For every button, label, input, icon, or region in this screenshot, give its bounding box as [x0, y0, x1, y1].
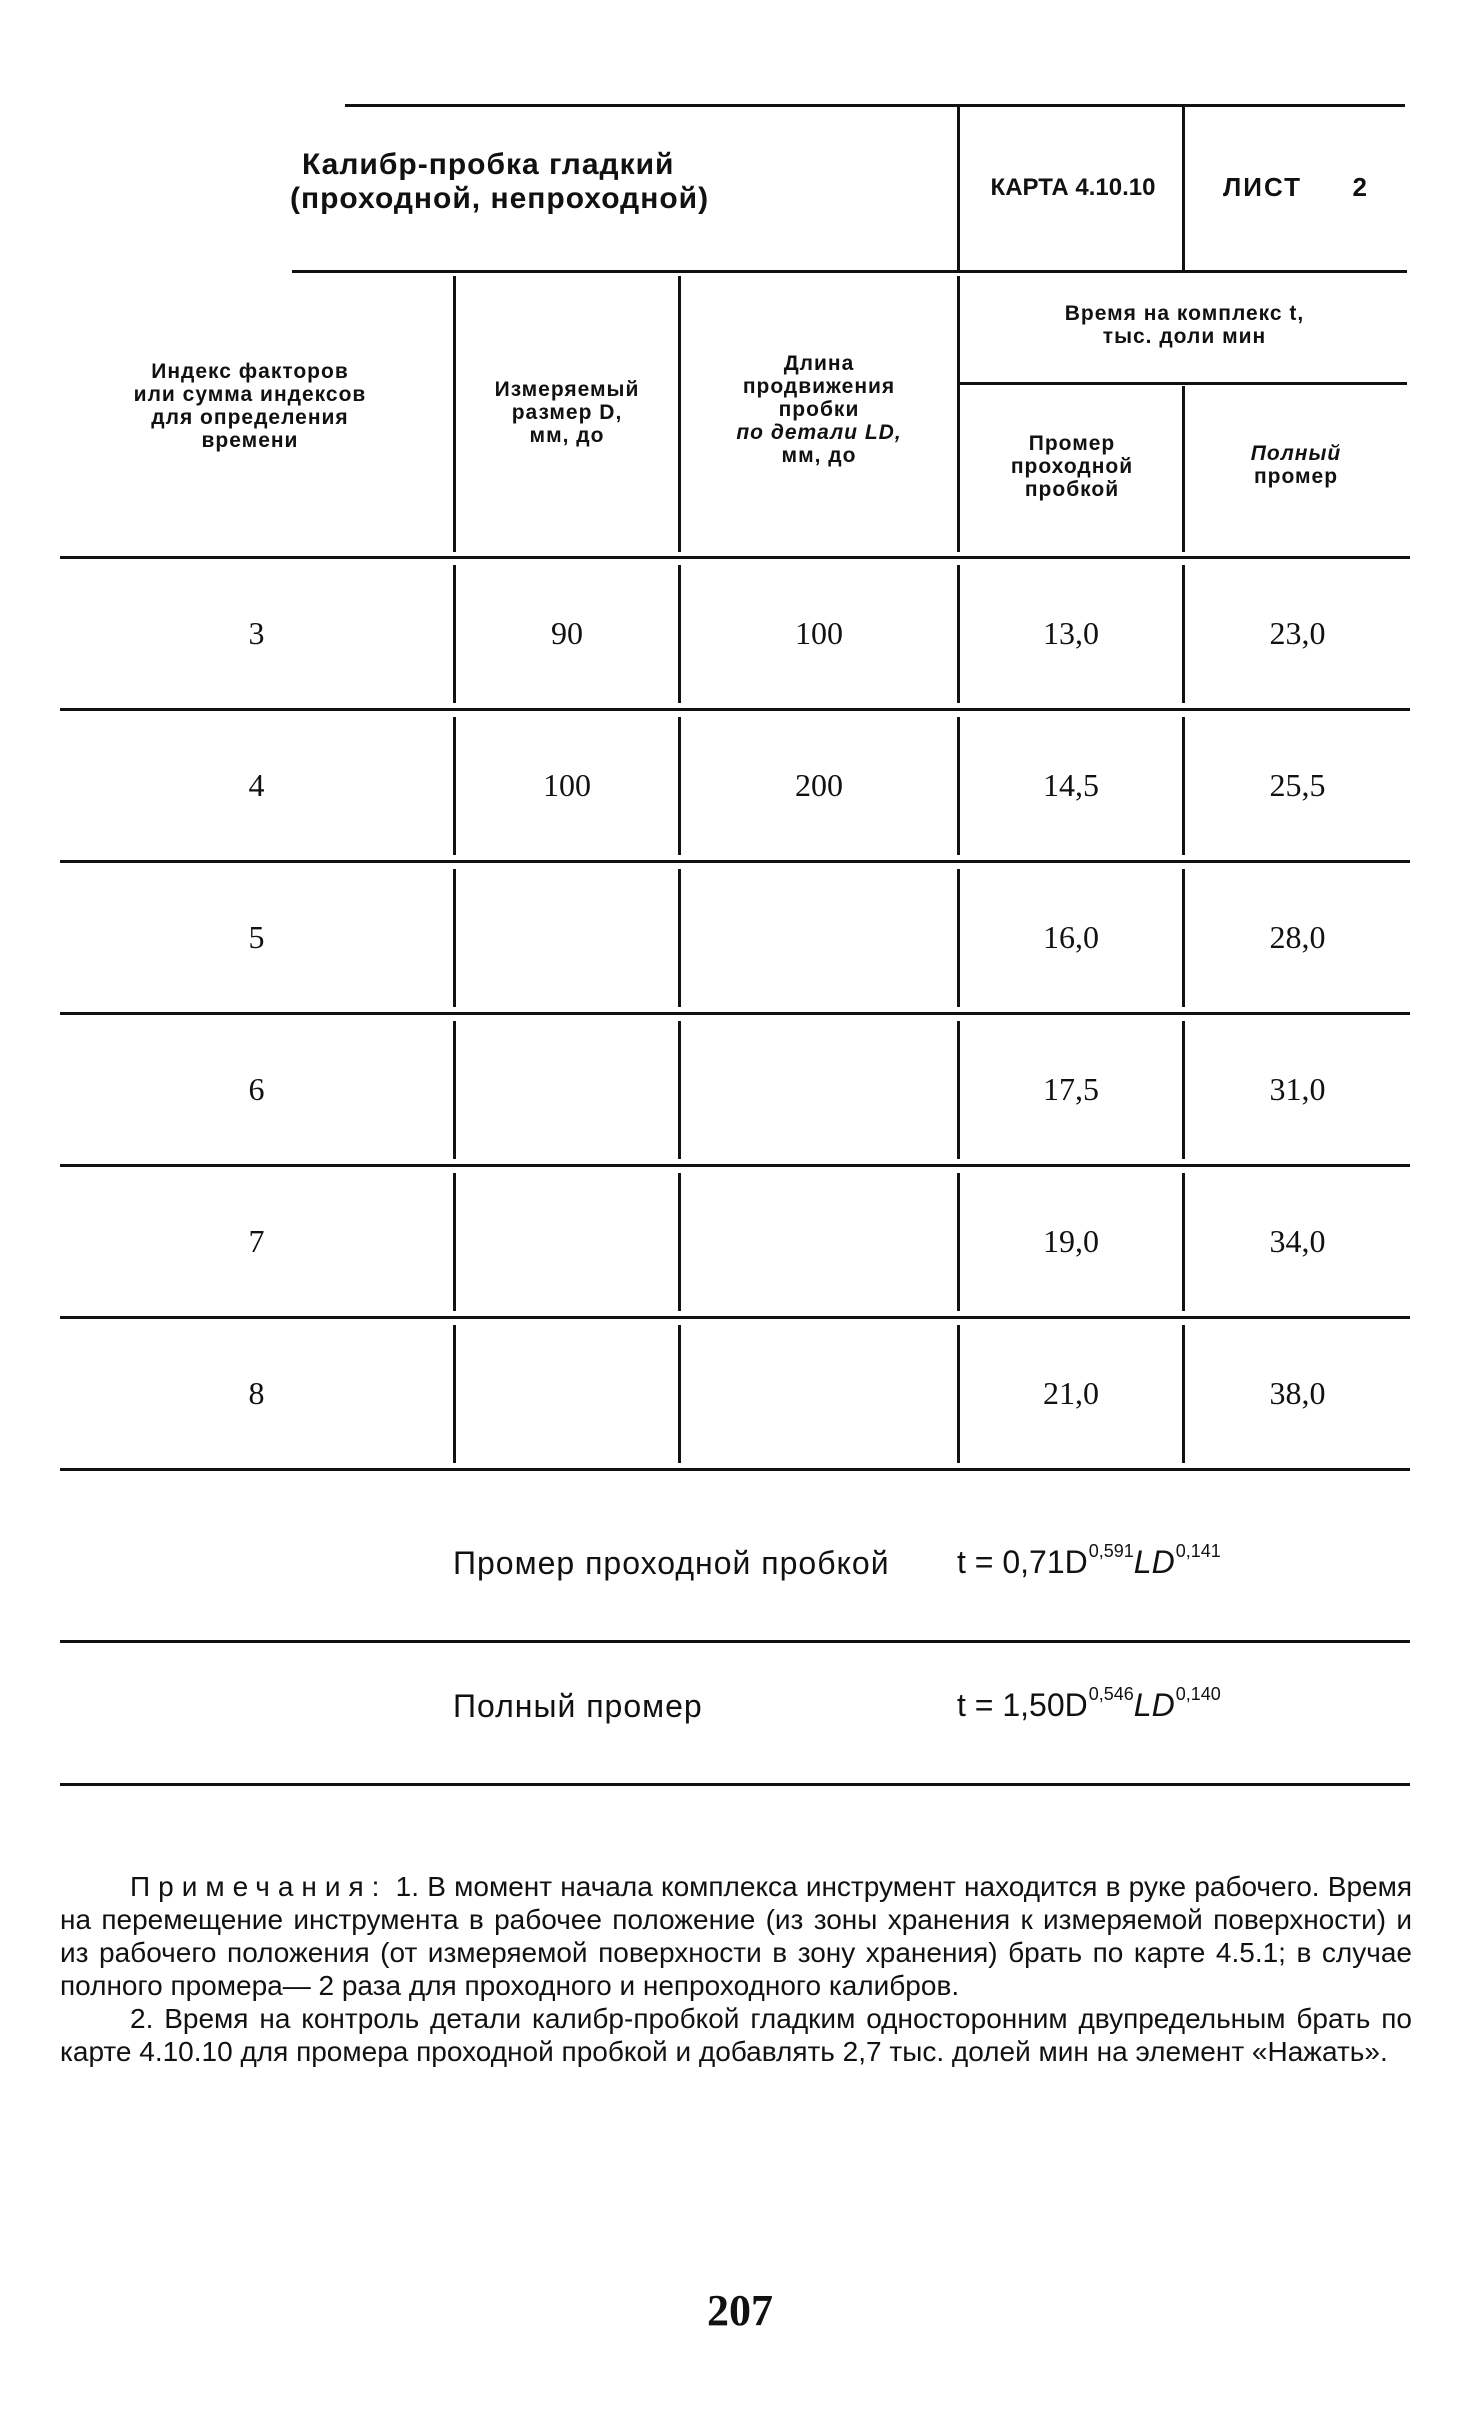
formula-full [957, 1684, 1221, 1724]
cell-pass: 17,5 [1043, 1071, 1099, 1107]
cell-index: 5 [248, 919, 265, 955]
notes-heading: Примечания: [130, 1871, 388, 1902]
row-divider [453, 1173, 456, 1311]
formula-pass [957, 1541, 1221, 1581]
cell-index: 3 [248, 615, 265, 651]
cell-length: 100 [795, 615, 843, 651]
col-index-header-line: времени [201, 429, 299, 452]
col-length-header-line: продвижения [742, 375, 896, 398]
row-divider [957, 1173, 960, 1311]
cell-full: 25,5 [1269, 767, 1326, 803]
cell-index: 4 [248, 767, 265, 803]
formula-label-full: Полный промер [453, 1688, 703, 1724]
col-full-header [1186, 442, 1406, 488]
cell-pass: 13,0 [1043, 615, 1099, 651]
row-divider [957, 717, 960, 855]
col-length-header-line: Длина [783, 352, 855, 375]
cell-length: 200 [795, 767, 843, 803]
thead-divider-1 [453, 276, 456, 552]
col-size-header-line: размер D, [511, 401, 623, 424]
cell-index: 8 [248, 1375, 265, 1411]
row-divider [957, 1325, 960, 1463]
row-divider [678, 1173, 681, 1311]
note-1 [60, 1870, 1412, 2002]
formula-pass-exp2: 0,141 [1175, 1541, 1221, 1561]
thead-divider-4 [1182, 386, 1185, 552]
row-divider [678, 1021, 681, 1159]
col-index-header-line: или сумма индексов [133, 383, 367, 406]
col-length-header-line: по детали LD, [736, 421, 902, 444]
col-pass-header [962, 432, 1182, 501]
row-divider [1182, 565, 1185, 703]
cell-size: 90 [551, 615, 583, 651]
cell-pass: 14,5 [1043, 767, 1099, 803]
sheet-number: 2 [1352, 172, 1369, 202]
formula-full-exp1: 0,546 [1088, 1684, 1134, 1704]
col-index-header-line: для определения [151, 406, 349, 429]
time-group-rule [960, 382, 1407, 385]
cell-size [456, 1015, 678, 1164]
cell-index: 6 [248, 1071, 265, 1107]
col-full-header-line: Полный [1250, 442, 1342, 465]
row-divider [1182, 1325, 1185, 1463]
page-number: 207 [707, 2286, 773, 2335]
formula-rule-2 [60, 1783, 1410, 1786]
formula-pass-lhs: t = 0,71D [957, 1544, 1088, 1580]
thead-divider-3 [957, 276, 960, 552]
col-size-header [458, 378, 676, 447]
col-index-header [60, 360, 440, 452]
cell-length [681, 1015, 957, 1164]
row-divider [1182, 869, 1185, 1007]
sheet-label-group [1186, 172, 1406, 203]
time-group-header [962, 302, 1407, 348]
col-pass-header-line: пробкой [1024, 478, 1120, 501]
col-pass-header-line: проходной [1010, 455, 1134, 478]
card-title [290, 148, 750, 216]
cell-length [681, 863, 957, 1012]
formula-label-pass: Промер проходной пробкой [453, 1545, 890, 1581]
row-divider [678, 869, 681, 1007]
cell-pass: 21,0 [1043, 1375, 1099, 1411]
cell-size [456, 1167, 678, 1316]
cell-full: 38,0 [1269, 1375, 1326, 1411]
col-size-header-line: мм, до [529, 424, 605, 447]
formula-pass-exp1: 0,591 [1088, 1541, 1134, 1561]
col-full-header-line: промер [1253, 465, 1339, 488]
row-divider [1182, 717, 1185, 855]
row-divider [957, 1021, 960, 1159]
cell-pass: 19,0 [1043, 1223, 1099, 1259]
row-divider [453, 869, 456, 1007]
col-length-header-line: пробки [778, 398, 860, 421]
cell-full: 34,0 [1269, 1223, 1326, 1259]
formula-rule-1 [60, 1640, 1410, 1643]
formula-full-lhs: t = 1,50D [957, 1687, 1088, 1723]
thead-divider-2 [678, 276, 681, 552]
row-divider [453, 1021, 456, 1159]
cell-size: 100 [543, 767, 591, 803]
cell-index: 7 [248, 1223, 265, 1259]
cell-full: 23,0 [1269, 615, 1326, 651]
col-length-header [683, 352, 955, 467]
card-title-line2: (проходной, непроходной) [290, 182, 710, 215]
row-divider [453, 565, 456, 703]
row-divider [957, 565, 960, 703]
note-1-text: 1. В момент начала комплекса инструмент находится в руке рабочего. Время на перемещение инструмента в рабочее положение (из зоны хранения к измеряемой поверхности) и из рабочего положения (от измеряемой поверхности в зону хранения) брать по карте 4.5.1; в случае полного промера— 2 раза для проходного и непроходного калибров. [60, 1871, 1413, 2001]
col-pass-header-line: Промер [1028, 432, 1116, 455]
cell-full: 28,0 [1269, 919, 1326, 955]
col-size-header-line: Измеряемый [494, 378, 640, 401]
note-2: 2. Время на контроль детали калибр-пробкой гладким односторонним двупредельным брать по карте 4.10.10 для промера проходной пробкой и добавлять 2,7 тыс. долей мин на элемент «Нажать». [60, 2003, 1412, 2067]
cell-size [456, 863, 678, 1012]
cell-length [681, 1167, 957, 1316]
row-divider [1182, 1021, 1185, 1159]
row-divider [957, 869, 960, 1007]
row-divider [453, 1325, 456, 1463]
card-label: КАРТА 4.10.10 [990, 174, 1156, 201]
row-divider [678, 1325, 681, 1463]
card-title-line1: Калибр-пробка гладкий [302, 148, 675, 181]
cell-size [456, 1319, 678, 1468]
formula-full-mid: LD [1133, 1687, 1175, 1723]
formula-full-exp2: 0,140 [1175, 1684, 1221, 1704]
sheet-label: ЛИСТ [1223, 172, 1302, 202]
row-divider [1182, 1173, 1185, 1311]
row-rule [60, 1468, 1410, 1471]
time-group-header-line: тыс. доли мин [1102, 325, 1267, 348]
col-length-header-line: мм, до [781, 444, 857, 467]
cell-length [681, 1319, 957, 1468]
formula-pass-mid: LD [1133, 1544, 1175, 1580]
time-group-header-line: Время на комплекс t, [1064, 302, 1305, 325]
notes [60, 1870, 1412, 2068]
header-top-rule [345, 104, 1405, 107]
cell-pass: 16,0 [1043, 919, 1099, 955]
col-index-header-line: Индекс факторов [151, 360, 349, 383]
header-divider-1 [957, 106, 960, 272]
cell-full: 31,0 [1269, 1071, 1326, 1107]
row-divider [678, 717, 681, 855]
header-bottom-rule [292, 270, 1407, 273]
row-divider [453, 717, 456, 855]
row-divider [678, 565, 681, 703]
